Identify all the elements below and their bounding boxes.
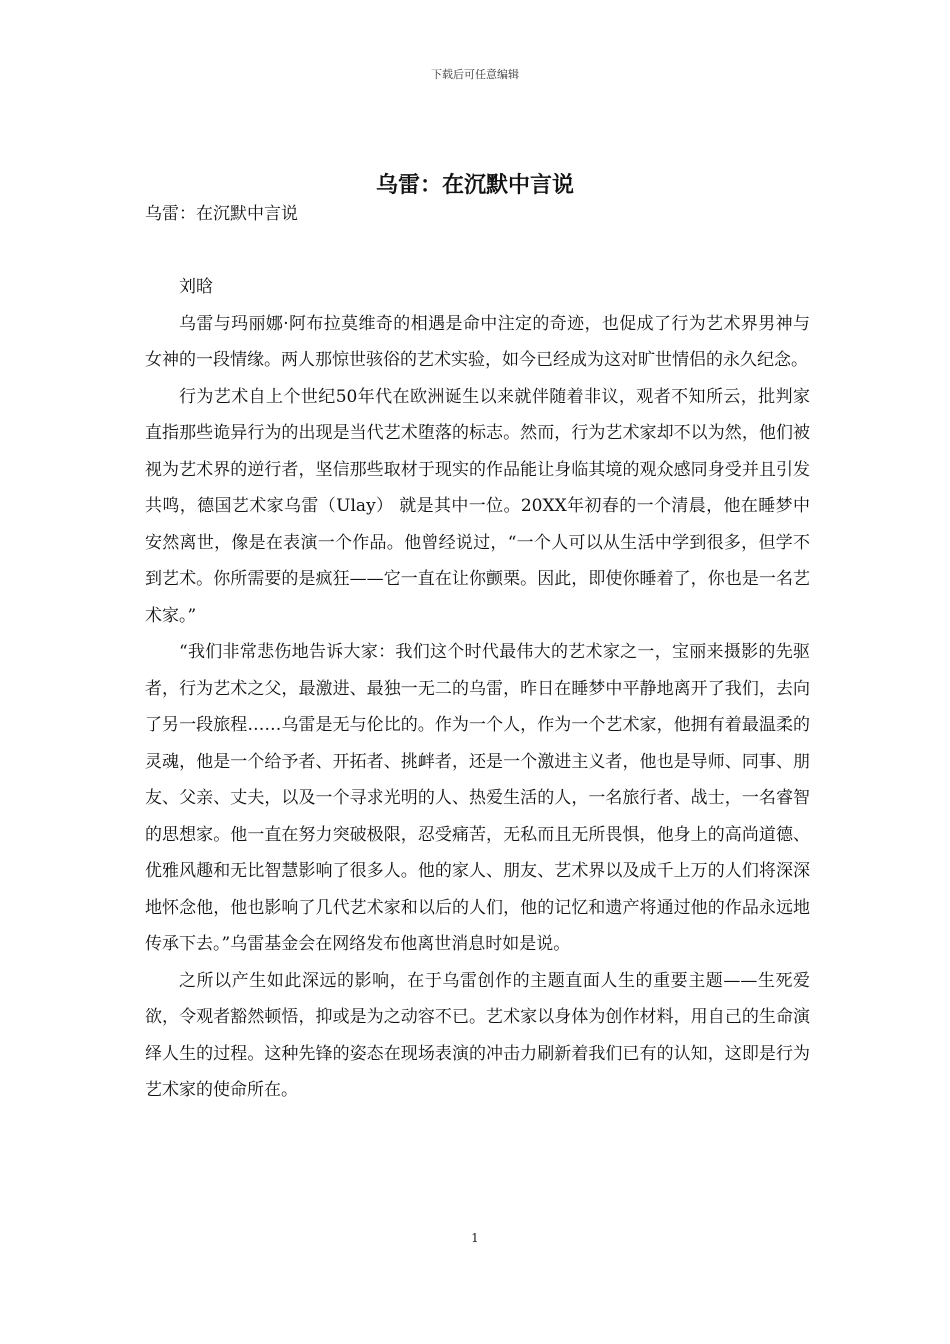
paragraph-4: 之所以产生如此深远的影响，在于乌雷创作的主题直面人生的重要主题——生死爱欲，令观者豁然顿悟，抑或是为之动容不已。艺术家以身体为创作材料，用自己的生命演绎人生的过程。这种先锋的姿态在现场表演的冲击力刷新着我们已有的认知，这即是行为艺术家的使命所在。 [145, 970, 810, 1100]
blank-line [145, 233, 810, 270]
paragraph-3: “我们非常悲伤地告诉大家：我们这个时代最伟大的艺术家之一，宝丽来摄影的先驱者，行为艺术之父，最激进、最独一无二的乌雷，昨日在睡梦中平静地离开了我们，去向了另一段旅程……乌雷是无与伦比的。作为一个人，作为一个艺术家，他拥有着最温柔的灵魂，他是一个给予者、开拓者、挑衅者，还是一个激进主义者，他也是导师、同事、朋友、父亲、丈夫，以及一个寻求光明的人、热爱生活的人，一名旅行者、战士，一名睿智的思想家。他一直在努力突破极限，忍受痛苦，无私而且无所畏惧，他身上的高尚道德、优雅风趣和无比智慧影响了很多人。他的家人、朋友、艺术界以及成千上万的人们将深深地怀念他，他也影响了几代艺术家和以后的人们，他的记忆和遗产将通过他的作品永远地传承下去。”乌雷基金会在网络发布他离世消息时如是说。 [145, 642, 810, 954]
page-header-note: 下载后可任意编辑 [431, 68, 519, 81]
document-title: 乌雷：在沉默中言说 [375, 171, 574, 198]
document-subtitle: 乌雷：在沉默中言说 [145, 204, 298, 224]
page-number: 1 [471, 1231, 479, 1245]
author-line: 刘晗 [179, 277, 213, 297]
paragraph-2: 行为艺术自上个世纪50年代在欧洲诞生以来就伴随着非议，观者不知所云，批判家直指那些诡异行为的出现是当代艺术堕落的标志。然而，行为艺术家却不以为然，他们被视为艺术界的逆行者，坚信那些取材于现实的作品能让身临其境的观众感同身受并且引发共鸣，德国艺术家乌雷（Ulay） 就是其中一位。20XX年初春的一个清晨，他在睡梦中安然离世，像是在表演一个作品。他曾经说过，“一个人可以从生活中学到很多，但学不到艺术。你所需要的是疯狂——它一直在让你颤栗。因此，即使你睡着了，你也是一名艺术家。” [145, 386, 810, 626]
paragraph-1: 乌雷与玛丽娜·阿布拉莫维奇的相遇是命中注定的奇迹，也促成了行为艺术界男神与女神的一段情缘。两人那惊世骇俗的艺术实验，如今已经成为这对旷世情侣的永久纪念。 [145, 313, 810, 370]
document-body [145, 196, 810, 1109]
